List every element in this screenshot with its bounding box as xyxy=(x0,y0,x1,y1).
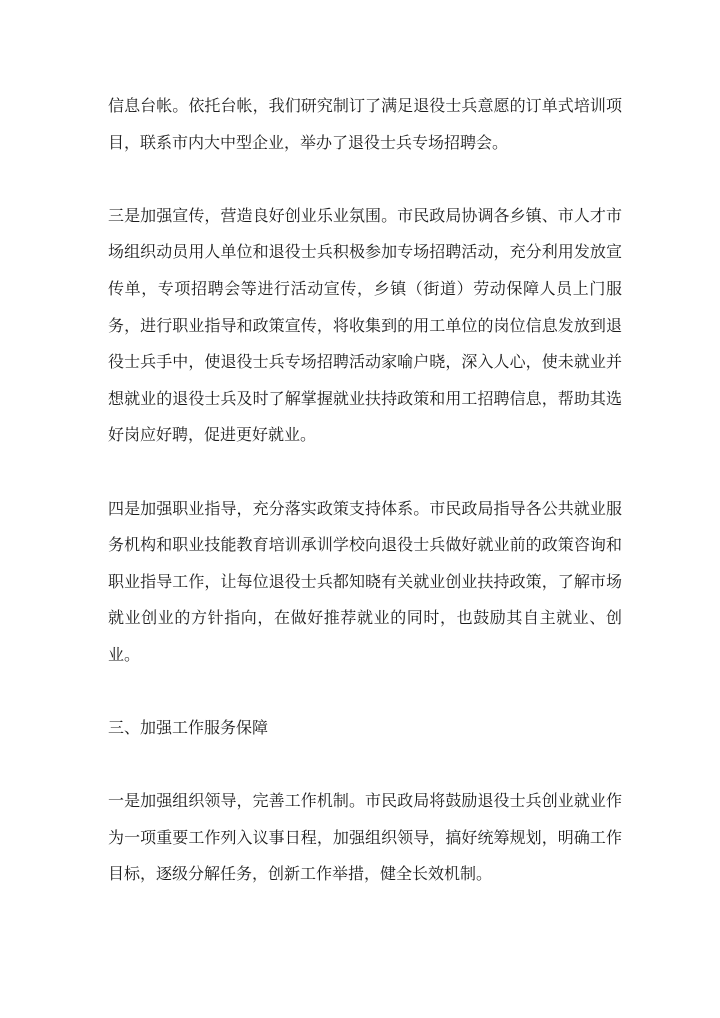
paragraph-leadership: 一是加强组织领导，完善工作机制。市民政局将鼓励退役士兵创业就业作为一项重要工作列入议事日程，加强组织领导，搞好统筹规划，明确工作目标，逐级分解任务，创新工作举措，健全长效机制。 xyxy=(108,791,622,884)
section-heading: 三、加强工作服务保障 xyxy=(108,718,269,738)
paragraph-spacer xyxy=(108,747,622,784)
paragraph-spacer xyxy=(108,674,622,711)
paragraph-publicity: 三是加强宣传，营造良好创业乐业氛围。市民政局协调各乡镇、市人才市场组织动员用人单位和退役士兵积极参加专场招聘活动，充分利用发放宣传单，专项招聘会等进行活动宣传，乡镇（街道）劳动保障人员上门服务，进行职业指导和政策宣传，将收集到的用工单位的岗位信息发放到退役士兵手中，使退役士兵专场招聘活动家喻户晓，深入人心，使未就业并想就业的退役士兵及时了解掌握就业扶持政策和用工招聘信息，帮助其选好岗应好聘，促进更好就业。 xyxy=(108,205,622,445)
paragraph-ledger: 信息台帐。依托台帐，我们研究制订了满足退役士兵意愿的订单式培训项目，联系市内大中型企业，举办了退役士兵专场招聘会。 xyxy=(108,96,622,152)
paragraph-career-guidance: 四是加强职业指导，充分落实政策支持体系。市民政局指导各公共就业服务机构和职业技能教育培训承训学校向退役士兵做好就业前的政策咨询和职业指导工作，让每位退役士兵都知晓有关就业创业扶持政策，了解市场就业创业的方针指向，在做好推荐就业的同时，也鼓励其自主就业、创业。 xyxy=(108,498,622,664)
paragraph-spacer xyxy=(108,454,622,491)
paragraph-spacer xyxy=(108,161,622,198)
document-body xyxy=(108,88,622,893)
